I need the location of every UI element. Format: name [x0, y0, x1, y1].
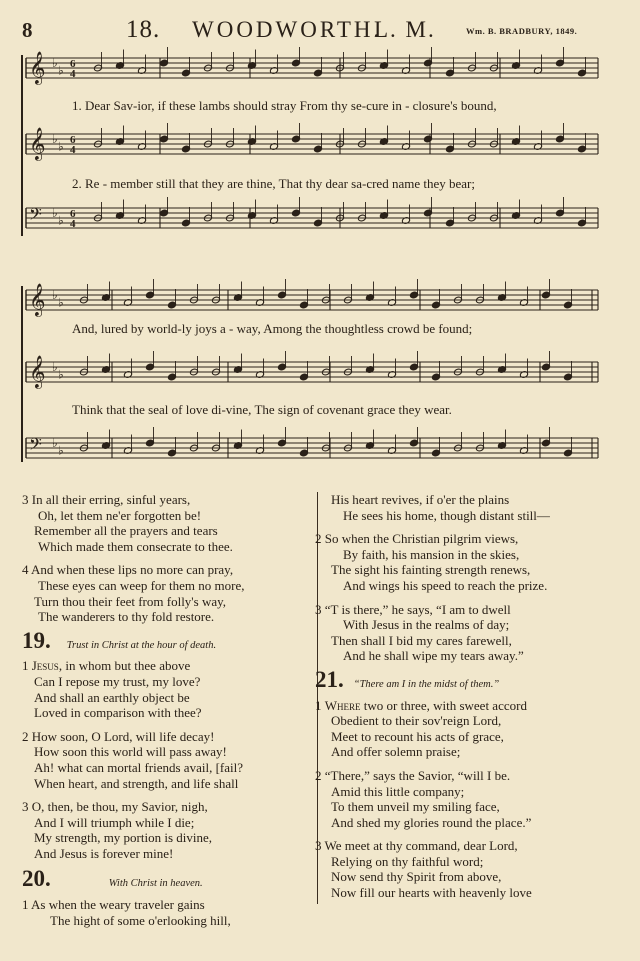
- flat-icon: ♭: [58, 63, 64, 78]
- stanza: 2 How soon, O Lord, will life decay! How soon this world will pass away! Ah! what can mortal friends avail, [fail? When heart, and strength, and life shall: [22, 728, 243, 791]
- time-sig-top: 6: [70, 58, 76, 70]
- stanza: 3 We meet at thy command, dear Lord, Relying on thy faithful word; Now send thy Spirit from above, Now fill our hearts with heavenly love: [315, 838, 532, 901]
- time-sig-bottom: 4: [70, 144, 76, 156]
- lyric-line-verse2-1: 2. Re - member still that they are thine, That thy dear sa-cred name they bear;: [72, 176, 475, 191]
- bass-clef-icon: 𝄢: [29, 204, 42, 228]
- time-sig-bottom: 4: [70, 68, 76, 80]
- flat-icon: ♭: [52, 360, 58, 374]
- stanza: 2 “There,” says the Savior, “will I be. Amid this little company; To them unveil my smiling face, And shed my glories round the place.”: [315, 767, 532, 830]
- stanza: 1 As when the weary traveler gains The hight of some o'erlooking hill,: [22, 897, 231, 928]
- right-column: [315, 492, 615, 909]
- stanza: 3 O, then, be thou, my Savior, nigh, And I will triumph while I die; My strength, my portion is divine, And Jesus is forever mine!: [22, 799, 213, 861]
- flat-icon: ♭: [58, 213, 64, 228]
- flat-icon: ♭: [58, 367, 64, 382]
- flat-icon: ♭: [52, 56, 58, 70]
- flat-icon: ♭: [58, 443, 64, 458]
- hymn-number: 18.: [126, 16, 161, 43]
- lyric-line-verse1-2: And, lured by world-ly joys a - way, Among the thoughtless crowd be found;: [72, 321, 473, 336]
- hymn-heading: 19. Trust in Christ at the hour of death.: [22, 627, 217, 653]
- flat-icon: ♭: [52, 436, 58, 450]
- flat-icon: ♭: [58, 295, 64, 310]
- stanza: 3 “T is there,” he says, “I am to dwell With Jesus in the realms of day; Then shall I bid my cares farewell, And he shall wipe my tears away.”: [315, 601, 524, 664]
- hymn-heading: 21. “There am I in the midst of them.”: [315, 666, 500, 692]
- composer-credit: Wm. B. BRADBURY, 1849.: [466, 26, 578, 36]
- page-number: 8: [22, 18, 33, 42]
- treble-clef-icon: 𝄞: [29, 51, 46, 84]
- lyric-line-verse1-1: 1. Dear Sav-ior, if these lambs should stray From thy se-cure in - closure's bound,: [72, 98, 497, 113]
- treble-clef-icon: 𝄞: [29, 127, 46, 160]
- time-sig-bottom: 4: [70, 218, 76, 230]
- flat-icon: ♭: [52, 288, 58, 302]
- flat-icon: ♭: [52, 206, 58, 220]
- music-notation: [0, 0, 640, 470]
- flat-icon: ♭: [52, 132, 58, 146]
- stanza: His heart revives, if o'er the plains He sees his home, though distant still—: [331, 492, 550, 523]
- treble-clef-icon: 𝄞: [29, 283, 46, 316]
- treble-clef-icon: 𝄞: [29, 355, 46, 388]
- stanza: 4 And when these lips no more can pray, These eyes can weep for them no more, Turn thou their feet from folly's way, The wanderers to thy fold restore.: [22, 562, 245, 625]
- stanza: 2 So when the Christian pilgrim views, By faith, his mansion in the skies, The sight his fainting strength renews, And wings his speed to reach the prize.: [315, 531, 548, 593]
- flat-icon: ♭: [58, 139, 64, 154]
- time-sig-top: 6: [70, 208, 76, 220]
- stanza: 1 Where two or three, with sweet accord Obedient to their sov'reign Lord, Meet to recount his acts of grace, And offer solemn praise;: [315, 697, 527, 760]
- meter: L. M.: [374, 17, 436, 42]
- stanza: 1 Jesus, in whom but thee above Can I repose my trust, my love? And shall an earthly object be Loved in comparison with thee?: [22, 658, 202, 721]
- stanza: 3 In all their erring, sinful years, Oh, let them ne'er forgotten be! Remember all the prayers and tears Which made them consecrate to thee.: [22, 492, 233, 554]
- bass-clef-icon: 𝄢: [29, 434, 42, 458]
- left-column: [22, 492, 312, 928]
- hymn-heading: 20. With Christ in heaven.: [22, 866, 203, 892]
- time-sig-top: 6: [70, 134, 76, 146]
- lyric-line-verse2-2: Think that the seal of love di-vine, The sign of covenant grace they wear.: [72, 402, 452, 417]
- tune-name: WOODWORTH.: [192, 17, 383, 42]
